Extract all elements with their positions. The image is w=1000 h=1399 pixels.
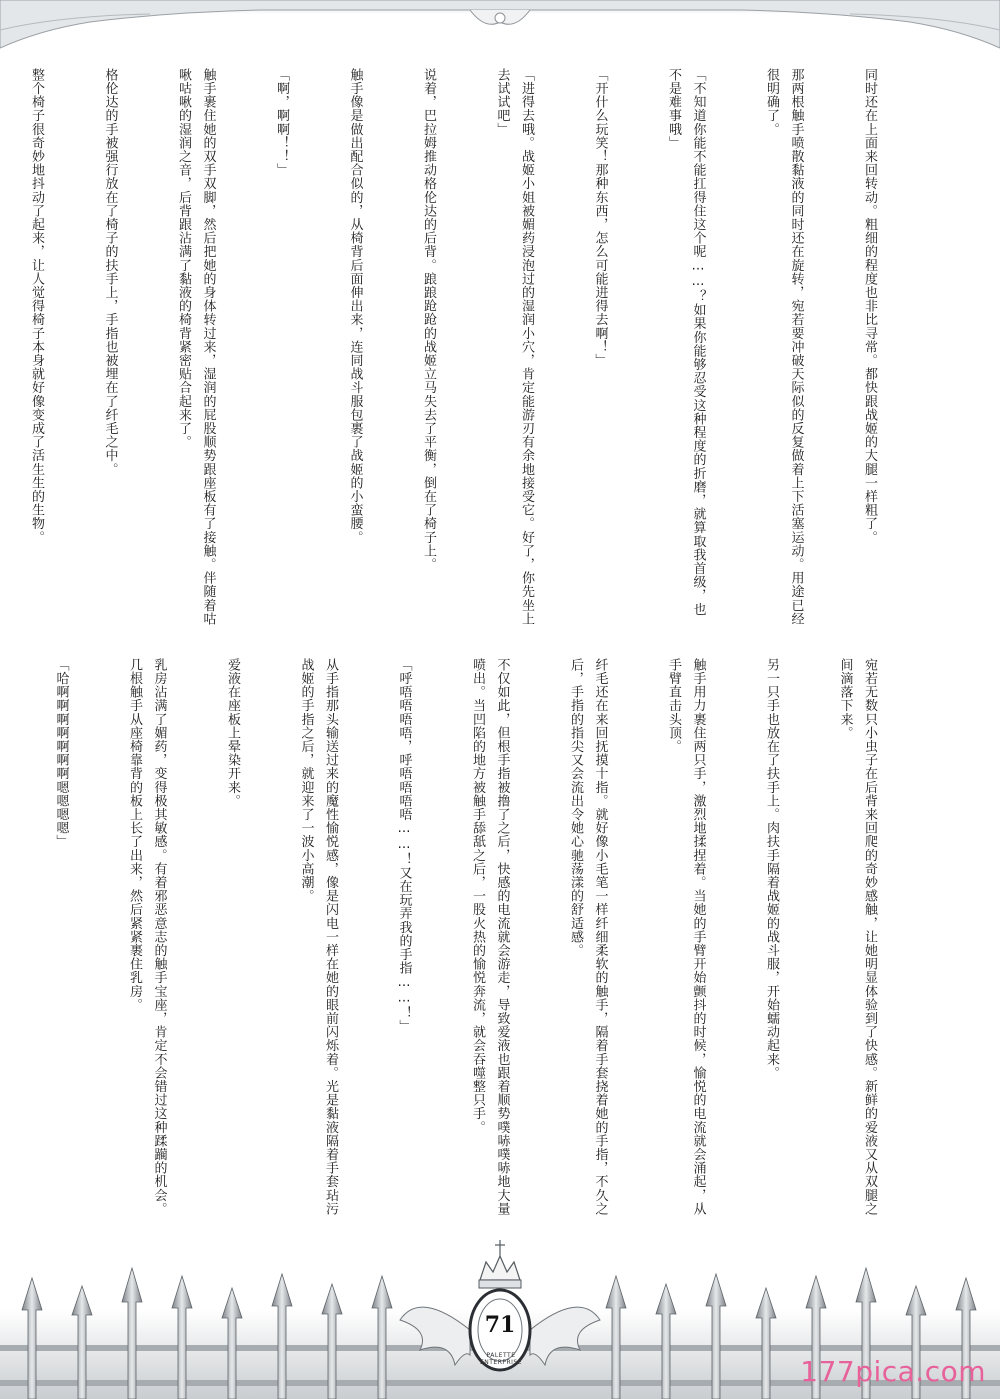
paragraph: 乳房沾满了媚药，变得极其敏感。有着邪恶意志的触手宝座，肯定不会错过这种蹂躏的机会。几根触手从座椅靠背的板上长了出来，然后紧紧裹住乳房。 — [127, 658, 167, 1216]
page-number: 71 — [484, 1312, 516, 1338]
dialogue-line: 「呼唔唔唔唔，呼唔唔唔唔……！又在玩弄我的手指……！」 — [396, 658, 412, 1034]
paragraph: 格伦达的手被强行放在了椅子的扶手上，手指也被埋在了纤毛之中。 — [102, 68, 118, 476]
dialogue-line: 「开什么玩笑！那种东西，怎么可能进得去啊！」 — [592, 68, 608, 368]
paragraph: 爱液在座板上晕染开来。 — [225, 658, 240, 808]
paragraph: 纤毛还在来回抚摸十指。就好像小毛笔一样纤细柔软的触手，隔着手套挠着她的手指，不久之后，手指的指尖又会流出令她心驰荡漾的舒适感。 — [568, 658, 608, 1216]
paragraph: 整个椅子很奇妙地抖动了起来，让人觉得椅子本身就好像变成了活生生的生物。 — [29, 68, 44, 544]
publisher-brand: PALETTE ENTERPRISE — [479, 1352, 523, 1366]
paragraph: 那两根触手喷散黏液的同时还在旋转，宛若要冲破天际似的反复做着上下活塞运动。用途已经很明确了。 — [764, 68, 804, 626]
site-watermark: 177pica.com — [800, 1355, 986, 1388]
paragraph: 同时还在上面来回转动。粗细的程度也非比寻常。都快跟战姬的大腿一样粗了。 — [862, 68, 877, 544]
paragraph: 触手裹住她的双手双脚，然后把她的身体转过来，湿润的屁股顺势跟座板有了接触。伴随着咕啾咕啾的湿润之音，后背跟沾满了黏液的椅背紧密贴合起来了。 — [176, 68, 216, 626]
dialogue-line: 「啊，啊啊！！」 — [274, 68, 289, 177]
paragraph: 触手像是做出配合似的，从椅背后面伸出来，连同战斗服包裹了战姬的小蛮腰。 — [347, 68, 363, 544]
text-block-lower — [53, 658, 930, 1218]
dialogue-line: 「进得去哦。战姬小姐被媚药浸泡过的湿润小穴，肯定能游刃有余地接受它。好了，你先坐上去试试吧」 — [494, 68, 534, 626]
paragraph: 宛若无数只小虫子在后背来回爬的奇妙感触，让她明显体验到了快感。新鲜的爱液又从双腿之间滴落下来。 — [837, 658, 877, 1216]
paragraph: 另一只手也放在了扶手上。肉扶手隔着战姬的战斗服，开始蠕动起来。 — [764, 658, 779, 1080]
paragraph: 说着，巴拉姆推动格伦达的后背。踉踉跄跄的战姬立马失去了平衡，倒在了椅子上。 — [421, 68, 436, 572]
top-curtain-decoration — [0, 0, 1000, 60]
dialogue-line: 「不知道你能不能扛得住这个呢……？如果你能够忍受这种程度的折磨，就算取我首级，也不是难事哦」 — [666, 68, 706, 616]
text-block-upper — [29, 68, 930, 628]
paragraph: 不仅如此，但根手指被撸了之后，快感的电流就会游走，导致爱液也跟着顺势噗哧噗哧地大量喷出。当凹陷的地方被触手舔舐之后，一股火热的愉悦奔流，就会吞噬整只手。 — [470, 658, 510, 1216]
paragraph: 从手指那头输送过来的魔性愉悦感，像是闪电一样在她的眼前闪烁着。光是黏液隔着手套玷污战姬的手指之后，就迎来了一波小高潮。 — [298, 658, 338, 1216]
dialogue-line: 「哈啊啊啊啊啊啊啊嗯嗯嗯嗯」 — [53, 658, 69, 849]
paragraph: 触手用力裹住两只手，激烈地揉捏着。当她的手臂开始颤抖的时候，愉悦的电流就会涌起，从手臂直击头顶。 — [666, 658, 706, 1216]
